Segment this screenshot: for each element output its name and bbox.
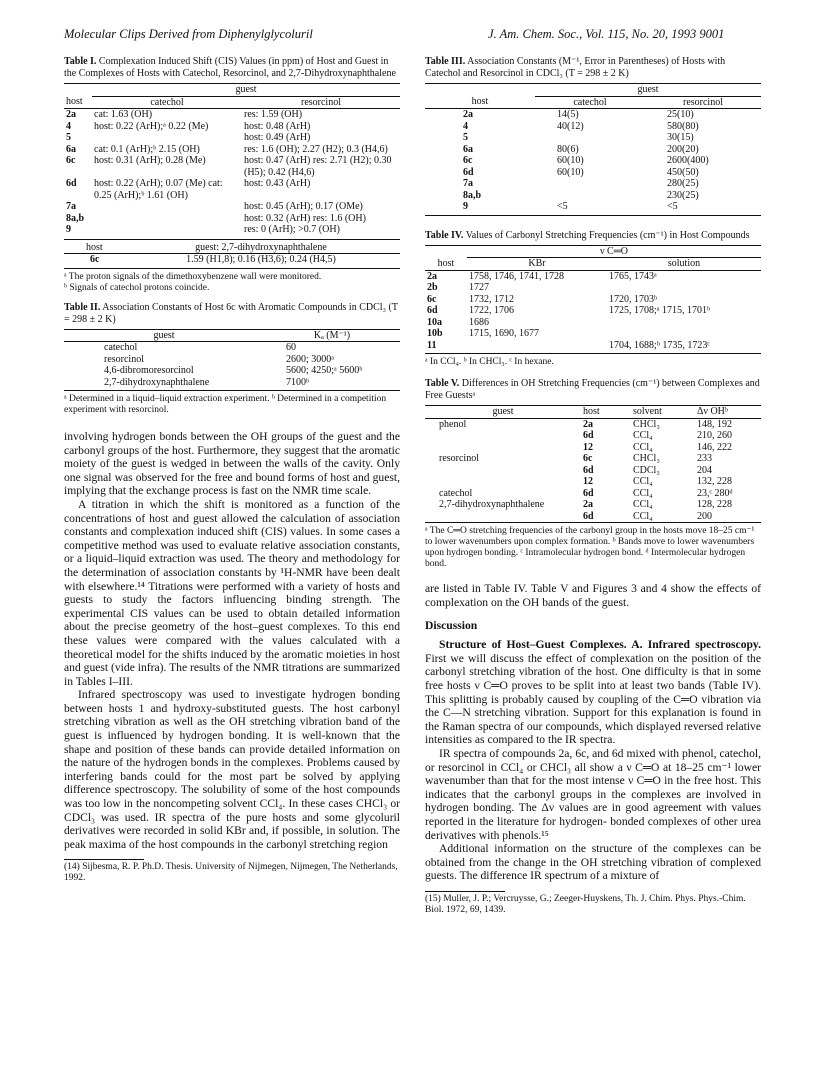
table-row: 8a,b host: 0.32 (ArH) res: 1.6 (OH) (66, 212, 366, 224)
table-row: 6d 60(10) 450(50) (463, 166, 699, 178)
table-row: 6c 1732, 1712 1720, 1703ᵇ (427, 293, 658, 305)
footnote-divider (64, 859, 144, 860)
table-row: 4 40(12) 580(80) (463, 120, 699, 132)
section-heading-discussion: Discussion (425, 619, 478, 633)
table-row: 5 host: 0.49 (ArH) (66, 132, 311, 143)
table-row: 5 30(15) (463, 132, 694, 143)
table-5-caption: Table V. Differences in OH Stretching Frequencies (cm⁻¹) between Complexes and Free Guestsᵃ (425, 378, 760, 401)
table-row: 9 <5 <5 (425, 201, 761, 215)
table-1-subtable: host guest: 2,7-dihydroxynaphthalene 6c 1.59 (H1,8); 0.16 (H3,6); 0.24 (H4,5) (64, 242, 400, 269)
table-3-caption: Table III. Association Constants (M⁻¹, Error in Parentheses) of Hosts with Catechol and Resorcinol in CDCl₃ (T = 298 ± 2 K) (425, 56, 726, 79)
running-header-title: Molecular Clips Derived from Diphenylglycoluril (64, 27, 313, 41)
subsection-heading: Structure of Host–Guest Complexes. A. Infrared spectroscopy. (439, 638, 761, 652)
right-body-intro: are listed in Table IV. Table V and Figures 3 and 4 show the effects of complexation on the OH bands of the guest. (425, 582, 761, 609)
table-row: 4,6-dibromoresorcinol 5600; 4250;ᵃ 5600ᵇ (104, 365, 363, 376)
table-row: 6a cat: 0.1 (ArH);ᵇ 2.15 (OH) res: 1.6 (OH); 2.27 (H2); 0.3 (H4,6) (66, 143, 388, 155)
right-column (425, 56, 761, 916)
table-row: 6d CCl₄ 200 (425, 511, 761, 523)
table-row: catechol 60 (104, 342, 296, 353)
table-row: 2b 1727 (427, 282, 489, 293)
reference-15: (15) Muller, J. P.; Vercruysse, G.; Zeeger-Huyskens, Th. J. Chim. Phys. Phys.-Chim. Biol. 1972, 69, 1439. (425, 893, 746, 915)
table-row: 6d CDCl₃ 204 (583, 464, 712, 476)
table-2-footnote: ᵃ Determined in a liquid–liquid extraction experiment. ᵇ Determined in a competition experiment with resorcinol. (64, 394, 387, 415)
table-row: 2a 14(5) 25(10) (463, 109, 694, 120)
table-row: catechol 6d CCl₄ 23,ᶜ 280ᵈ (439, 487, 733, 499)
table-5-footnote: ᵃ The C═O stretching frequencies of the carbonyl group in the hosts move 18–25 cm⁻¹ to lower wavenumbers upon complex formation. ᵇ Bands move to lower wavenumbers upon hydrogen bonding. ᶜ Intramolecular hydrogen bond. ᵈ Intermolecular hydrogen bond. (425, 526, 755, 569)
table-row: 12 CCl₄ 132, 228 (583, 476, 732, 487)
table-1-footnote-b: ᵇ Signals of catechol protons coincide. (64, 282, 210, 293)
left-column (64, 56, 400, 884)
table-row: 11 1704, 1688;ᵇ 1735, 1723ᶜ (425, 340, 761, 354)
table-row: 9 res: 0 (ArH); >0.7 (OH) (64, 224, 400, 239)
footnote-divider (425, 891, 505, 892)
running-header-journal: J. Am. Chem. Soc., Vol. 115, No. 20, 1993 9001 (488, 27, 725, 41)
table-row: 6c host: 0.31 (ArH); 0.28 (Me) host: 0.47 (ArH) res: 2.71 (H2); 0.30 (H5); 0.42 (H4,6) (66, 155, 392, 178)
table-row: 12 CCl₄ 146, 222 (583, 441, 732, 453)
table-row: 2,7-dihydroxynaphthalene 2a CCl₄ 128, 228 (439, 499, 732, 510)
table-3: guest host catechol resorcinol 2a 14(5) 25(10) 4 40(12) 580(80) 5 30(15) 6a 80(6) 200(20) 6c 60(10) 2600(400) 6d 60(10) 450(50) 7a 280(25) 8a,b 230(25) 9 <5 <5 (425, 83, 761, 216)
table-row: 7a host: 0.45 (ArH); 0.17 (OMe) (66, 201, 363, 212)
table-row: phenol 2a CHCl₃ 148, 192 (439, 418, 732, 430)
table-4: ν C═O host KBr solution 2a 1758, 1746, 1741, 1728 1765, 1743ᵃ 2b 1727 6c 1732, 1712 1720, 1703ᵇ 6d 1722, 1706 1725, 1708;ᵃ 1715, 1701ᵇ 10a 1686 10b 1715, 1690, 1677 11 1704, 1688;ᵇ 1735, 1723ᶜ (425, 245, 761, 355)
table-2: guest Kₐ (M⁻¹) catechol 60 resorcinol 2600; 3000ᵃ 4,6-dibromoresorcinol 5600; 4250;ᵃ 5600ᵇ 2,7-dihydroxynaphthalene 7100ᵇ (64, 329, 400, 392)
table-row: resorcinol 6c CHCl₃ 233 (439, 453, 712, 464)
table-row: 10b 1715, 1690, 1677 (427, 328, 539, 339)
table-4-footnote: ᵃ In CCl₄. ᵇ In CHCl₃. ᶜ In hexane. (425, 357, 554, 367)
table-4-caption: Table IV. Values of Carbonyl Stretching Frequencies (cm⁻¹) in Host Compounds (425, 229, 750, 241)
table-row: 6a 80(6) 200(20) (463, 143, 699, 155)
table-1-footnote-a: ᵃ The proton signals of the dimethoxybenzene wall were monitored. (64, 271, 322, 282)
table-row: 6d CCl₄ 210, 260 (583, 430, 732, 441)
table-row: 8a,b 230(25) (463, 189, 699, 201)
table-1-caption: Table I. Complexation Induced Shift (CIS) Values (in ppm) of Host and Guest in the Complexes of Hosts with Catechol, Resorcinol, and 2,7-Dihydroxynaphthalene (64, 56, 396, 79)
right-body-text: Structure of Host–Guest Complexes. A. Infrared spectroscopy. First we will discuss the effect of complexation on the position of the carbonyl stretching vibration of the host. One difficulty is that in some free hosts ν C═O proves to be split into at least two bands (Table IV). This splitting is probably caused by coupling of the C═O vibration via the C—N stretching vibration. Support for this explanation is found in the Raman spectra of our compounds, which displayed reversed relative intensities as compared to the IR spectra. IR spectra of compounds 2a, 6c, and 6d mixed with phenol, catechol, or resorcinol in CCl₄ or CHCl₃ all show a ν C═O at 18–25 cm⁻¹ lower wavenumber than that for the most intense ν C═O in the free host. This indicates that the carbonyl groups in the complexes are involved in hydrogen bonding. The Δν values are in good agreement with values reported in the literature for hydrogen- bonded complexes of other urea derivatives with phenols.¹⁵ Additional information on the structure of the complexes can be obtained from the change in the OH stretching vibration of complexed guests. The difference IR spectrum of a mixture of (425, 638, 761, 883)
table-row: 6d host: 0.22 (ArH); 0.07 (Me) cat: 0.25 (ArH);ᵇ 1.61 (OH) host: 0.43 (ArH) (66, 178, 311, 201)
table-5: guest host solvent Δν OHᵇ phenol 2a CHCl₃ 148, 192 6d CCl₄ 210, 260 12 CCl₄ 146, 222 resorcinol 6c CHCl₃ 233 6d CDCl₃ 204 12 CCl₄ 132, 228 catechol 6d CCl₄ 23,ᶜ 280ᵈ 2,7-dihydroxynaphthalene 2a CCl₄ 128, 228 6d CCl₄ 200 (425, 405, 761, 523)
table-2-caption: Table II. Association Constants of Host 6c with Aromatic Compounds in CDCl₃ (T = 298 ± 2 K) (64, 301, 398, 325)
table-row: resorcinol 2600; 3000ᵃ (104, 353, 335, 365)
reference-14: (14) Sijbesma, R. P. Ph.D. Thesis. University of Nijmegen, Nijmegen, The Netherlands, 1992. (64, 862, 398, 884)
table-row: 2a cat: 1.63 (OH) res: 1.59 (OH) (66, 109, 303, 120)
table-row: 6c 60(10) 2600(400) (463, 155, 709, 166)
left-body-text: involving hydrogen bonds between the OH groups of the guest and the carbonyl groups of the host. Furthermore, they suggest that the aromatic moiety of the guest is wedged in between the walls of the cavity. Only one signal was observed for the free and bound forms of host and guest, implying that the exchange process is fast on the NMR time scale. A titration in which the shift is monitored as a function of the concentrations of host and guest allowed the calculation of association constants and complexation induced shift (CIS) values. In some cases a competitive method was used to evaluate relative association constants, or a liquid–liquid extraction was used. The theory and methodology for the determination of association constants by ¹H-NMR have been dealt with elsewhere.¹⁴ Titrations were performed with a variety of hosts and guests to study the factors influencing binding strength. The experimental CIS values can be used to obtain detailed information about the precise geometry of the host–guest complexes. To this end these values were compared with the values calculated with a theoretical model for the shifts induced by the aromatic moieties in host and guest (vide infra). The results of the NMR titrations are summarized in Tables I–III. Infrared spectroscopy was used to investigate hydrogen bonding between hosts 1 and hydroxy-substituted guests. The host carbonyl stretching vibration as well as the OH stretching vibration band of the guest is influenced by hydrogen bonding. It is well-known that the shape and position of these bands can provide detailed information on the nature of the hydrogen bonds in the complexes. Problems caused by interfering bands could for the most part be solved by applying difference spectroscopy. The solubility of some of the host compounds was too low in the noncompeting solvent CCl₄. In these cases CHCl₃ or CDCl₃ was used. IR spectra of the pure hosts and some glycoluril derivatives were recorded in solid KBr and, if possible, in solution. The peak maxima of the host compounds in the carbonyl stretching region (64, 430, 400, 851)
table-row: 6d 1722, 1706 1725, 1708;ᵃ 1715, 1701ᵇ (427, 305, 711, 316)
table-row: 2a 1758, 1746, 1741, 1728 1765, 1743ᵃ (427, 270, 657, 282)
table-row: 7a 280(25) (463, 178, 699, 189)
table-row: 10a 1686 (427, 316, 489, 328)
table-row: 2,7-dihydroxynaphthalene 7100ᵇ (64, 377, 400, 391)
table-row: 4 host: 0.22 (ArH);ᵃ 0.22 (Me) host: 0.48 (ArH) (66, 120, 311, 132)
table-1: guest host catechol resorcinol 2a cat: 1.63 (OH) res: 1.59 (OH) 4 host: 0.22 (ArH);ᵃ 0.22 (Me) host: 0.48 (ArH) 5 host: 0.49 (ArH) 6a cat: 0.1 (ArH);ᵇ 2.15 (OH) res: 1.6 (OH); 2.27 (H2); 0.3 (H4,6) 6c host: 0.31 (ArH); 0.28 (Me) host: 0.47 (ArH) res: 2.71 (H2); 0.30 (H5); 0.42 (H4,6) 6d host: 0.22 (ArH); 0.07 (Me) cat: 0.25 (ArH);ᵇ 1.61 (OH) host: 0.43 (ArH) 7a host: 0.45 (ArH); 0.17 (OMe) 8a,b host: 0.32 (ArH) res: 1.6 (OH) 9 res: 0 (ArH); >0.7 (OH) (64, 83, 400, 240)
